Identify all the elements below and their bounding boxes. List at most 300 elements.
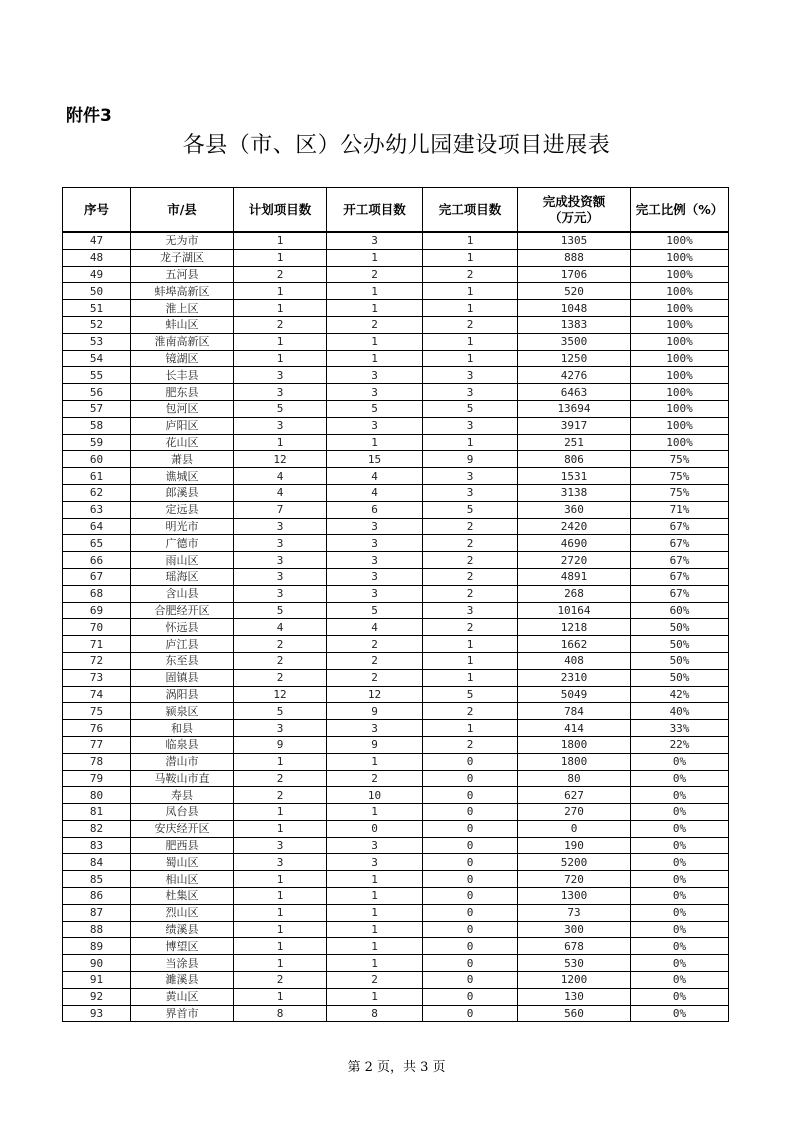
row-started: 2 — [327, 636, 423, 653]
row-planned: 1 — [234, 955, 327, 972]
row-ratio: 100% — [631, 350, 729, 367]
row-completed: 2 — [423, 518, 518, 535]
row-ratio: 0% — [631, 854, 729, 871]
row-index: 90 — [63, 955, 131, 972]
table-row — [63, 972, 729, 989]
row-ratio: 100% — [631, 249, 729, 266]
row-county: 涡阳县 — [131, 686, 234, 703]
row-completed: 0 — [423, 988, 518, 1005]
row-county: 雨山区 — [131, 552, 234, 569]
row-ratio: 0% — [631, 988, 729, 1005]
table-row — [63, 451, 729, 468]
row-started: 1 — [327, 300, 423, 317]
row-index: 62 — [63, 484, 131, 501]
row-started: 2 — [327, 972, 423, 989]
row-started: 3 — [327, 417, 423, 434]
table-row — [63, 669, 729, 686]
row-index: 58 — [63, 417, 131, 434]
row-completed: 0 — [423, 904, 518, 921]
row-index: 85 — [63, 871, 131, 888]
row-investment: 2310 — [518, 669, 631, 686]
row-started: 3 — [327, 854, 423, 871]
row-investment: 3917 — [518, 417, 631, 434]
row-started: 3 — [327, 367, 423, 384]
row-investment: 6463 — [518, 384, 631, 401]
table-row — [63, 619, 729, 636]
row-ratio: 0% — [631, 1005, 729, 1022]
row-ratio: 0% — [631, 804, 729, 821]
row-index: 86 — [63, 888, 131, 905]
table-row — [63, 300, 729, 317]
row-index: 78 — [63, 753, 131, 770]
row-investment: 5200 — [518, 854, 631, 871]
row-started: 5 — [327, 400, 423, 417]
row-investment: 4690 — [518, 535, 631, 552]
row-index: 88 — [63, 921, 131, 938]
row-ratio: 67% — [631, 518, 729, 535]
row-ratio: 100% — [631, 300, 729, 317]
table-row — [63, 938, 729, 955]
row-ratio: 100% — [631, 333, 729, 350]
table-row — [63, 652, 729, 669]
row-index: 70 — [63, 619, 131, 636]
row-completed: 1 — [423, 434, 518, 451]
row-completed: 0 — [423, 854, 518, 871]
table-row — [63, 787, 729, 804]
row-investment: 1305 — [518, 232, 631, 249]
row-county: 绩溪县 — [131, 921, 234, 938]
row-planned: 12 — [234, 451, 327, 468]
header-county: 市/县 — [131, 188, 234, 233]
row-started: 10 — [327, 787, 423, 804]
row-investment: 1048 — [518, 300, 631, 317]
row-index: 74 — [63, 686, 131, 703]
row-investment: 1218 — [518, 619, 631, 636]
row-completed: 2 — [423, 619, 518, 636]
header-investment-label: 完成投资额 — [542, 193, 606, 209]
row-ratio: 0% — [631, 820, 729, 837]
row-planned: 1 — [234, 283, 327, 300]
row-county: 长丰县 — [131, 367, 234, 384]
row-ratio: 100% — [631, 232, 729, 249]
row-county: 濉溪县 — [131, 972, 234, 989]
row-investment: 520 — [518, 283, 631, 300]
table-row — [63, 501, 729, 518]
row-started: 15 — [327, 451, 423, 468]
table-row — [63, 518, 729, 535]
row-county: 颍泉区 — [131, 703, 234, 720]
row-completed: 0 — [423, 753, 518, 770]
row-ratio: 100% — [631, 316, 729, 333]
row-ratio: 75% — [631, 451, 729, 468]
table-row — [63, 904, 729, 921]
row-county: 郎溪县 — [131, 484, 234, 501]
row-completed: 1 — [423, 283, 518, 300]
row-county: 庐阳区 — [131, 417, 234, 434]
row-ratio: 50% — [631, 652, 729, 669]
row-county: 凤台县 — [131, 804, 234, 821]
row-county: 临泉县 — [131, 736, 234, 753]
row-completed: 1 — [423, 636, 518, 653]
row-completed: 0 — [423, 770, 518, 787]
row-planned: 12 — [234, 686, 327, 703]
row-completed: 2 — [423, 316, 518, 333]
row-planned: 1 — [234, 350, 327, 367]
row-planned: 3 — [234, 535, 327, 552]
row-ratio: 100% — [631, 266, 729, 283]
table-row — [63, 602, 729, 619]
row-started: 3 — [327, 720, 423, 737]
row-ratio: 0% — [631, 888, 729, 905]
row-started: 9 — [327, 703, 423, 720]
row-county: 东至县 — [131, 652, 234, 669]
row-investment: 4276 — [518, 367, 631, 384]
header-investment — [518, 188, 631, 233]
row-index: 54 — [63, 350, 131, 367]
row-started: 1 — [327, 804, 423, 821]
row-index: 83 — [63, 837, 131, 854]
row-county: 固镇县 — [131, 669, 234, 686]
row-index: 53 — [63, 333, 131, 350]
row-completed: 1 — [423, 350, 518, 367]
row-ratio: 0% — [631, 871, 729, 888]
row-index: 84 — [63, 854, 131, 871]
row-planned: 1 — [234, 333, 327, 350]
row-investment: 1531 — [518, 468, 631, 485]
row-started: 1 — [327, 871, 423, 888]
row-county: 安庆经开区 — [131, 820, 234, 837]
row-planned: 2 — [234, 787, 327, 804]
row-planned: 7 — [234, 501, 327, 518]
row-started: 1 — [327, 938, 423, 955]
row-completed: 1 — [423, 300, 518, 317]
row-planned: 3 — [234, 854, 327, 871]
row-started: 1 — [327, 888, 423, 905]
row-county: 潜山市 — [131, 753, 234, 770]
row-index: 66 — [63, 552, 131, 569]
row-ratio: 100% — [631, 384, 729, 401]
row-planned: 3 — [234, 585, 327, 602]
row-completed: 1 — [423, 249, 518, 266]
table-row — [63, 804, 729, 821]
row-index: 69 — [63, 602, 131, 619]
table-row — [63, 703, 729, 720]
table-row — [63, 753, 729, 770]
row-index: 65 — [63, 535, 131, 552]
row-investment: 720 — [518, 871, 631, 888]
row-county: 烈山区 — [131, 904, 234, 921]
row-index: 76 — [63, 720, 131, 737]
row-planned: 5 — [234, 602, 327, 619]
row-completed: 0 — [423, 938, 518, 955]
row-ratio: 67% — [631, 568, 729, 585]
page-footer: 第 2 页，共 3 页 — [347, 1060, 446, 1075]
row-started: 0 — [327, 820, 423, 837]
row-ratio: 0% — [631, 904, 729, 921]
row-ratio: 0% — [631, 938, 729, 955]
row-started: 2 — [327, 770, 423, 787]
row-started: 3 — [327, 232, 423, 249]
row-ratio: 0% — [631, 753, 729, 770]
row-started: 3 — [327, 837, 423, 854]
table-row — [63, 283, 729, 300]
row-ratio: 50% — [631, 669, 729, 686]
row-planned: 3 — [234, 720, 327, 737]
row-investment: 1200 — [518, 972, 631, 989]
header-index: 序号 — [63, 188, 131, 233]
row-county: 含山县 — [131, 585, 234, 602]
row-started: 3 — [327, 568, 423, 585]
row-investment: 1300 — [518, 888, 631, 905]
row-county: 谯城区 — [131, 468, 234, 485]
row-index: 49 — [63, 266, 131, 283]
row-index: 47 — [63, 232, 131, 249]
row-planned: 1 — [234, 988, 327, 1005]
row-planned: 3 — [234, 384, 327, 401]
row-started: 6 — [327, 501, 423, 518]
row-county: 广德市 — [131, 535, 234, 552]
row-index: 93 — [63, 1005, 131, 1022]
row-investment: 784 — [518, 703, 631, 720]
row-investment: 2720 — [518, 552, 631, 569]
header-planned: 计划项目数 — [234, 188, 327, 233]
table-row — [63, 249, 729, 266]
row-investment: 13694 — [518, 400, 631, 417]
row-planned: 1 — [234, 434, 327, 451]
row-county: 当涂县 — [131, 955, 234, 972]
row-county: 寿县 — [131, 787, 234, 804]
row-county: 博望区 — [131, 938, 234, 955]
table-row — [63, 871, 729, 888]
row-ratio: 40% — [631, 703, 729, 720]
row-county: 和县 — [131, 720, 234, 737]
row-index: 61 — [63, 468, 131, 485]
row-ratio: 33% — [631, 720, 729, 737]
row-started: 3 — [327, 535, 423, 552]
row-index: 72 — [63, 652, 131, 669]
table-row — [63, 820, 729, 837]
row-index: 68 — [63, 585, 131, 602]
table-row — [63, 1005, 729, 1022]
table-row — [63, 568, 729, 585]
row-started: 2 — [327, 652, 423, 669]
row-started: 5 — [327, 602, 423, 619]
attachment-label: 附件3 — [66, 106, 112, 126]
row-ratio: 0% — [631, 770, 729, 787]
row-completed: 3 — [423, 484, 518, 501]
row-index: 55 — [63, 367, 131, 384]
row-planned: 1 — [234, 888, 327, 905]
row-county: 淮上区 — [131, 300, 234, 317]
row-ratio: 0% — [631, 972, 729, 989]
row-started: 2 — [327, 316, 423, 333]
header-started: 开工项目数 — [327, 188, 423, 233]
progress-table — [62, 187, 729, 1022]
row-index: 56 — [63, 384, 131, 401]
row-completed: 1 — [423, 333, 518, 350]
row-planned: 1 — [234, 249, 327, 266]
row-planned: 2 — [234, 972, 327, 989]
row-completed: 2 — [423, 585, 518, 602]
row-investment: 678 — [518, 938, 631, 955]
row-investment: 1250 — [518, 350, 631, 367]
row-index: 79 — [63, 770, 131, 787]
row-investment: 0 — [518, 820, 631, 837]
row-index: 71 — [63, 636, 131, 653]
row-planned: 1 — [234, 921, 327, 938]
row-investment: 530 — [518, 955, 631, 972]
row-ratio: 42% — [631, 686, 729, 703]
row-county: 花山区 — [131, 434, 234, 451]
row-investment: 3138 — [518, 484, 631, 501]
table-row — [63, 484, 729, 501]
row-county: 包河区 — [131, 400, 234, 417]
row-index: 80 — [63, 787, 131, 804]
row-started: 1 — [327, 753, 423, 770]
row-started: 1 — [327, 350, 423, 367]
row-index: 89 — [63, 938, 131, 955]
row-started: 3 — [327, 384, 423, 401]
header-completion-ratio: 完工比例（%） — [631, 188, 729, 233]
row-planned: 5 — [234, 400, 327, 417]
row-county: 瑶海区 — [131, 568, 234, 585]
row-completed: 2 — [423, 552, 518, 569]
row-planned: 9 — [234, 736, 327, 753]
row-ratio: 75% — [631, 484, 729, 501]
header-completed: 完工项目数 — [423, 188, 518, 233]
row-investment: 80 — [518, 770, 631, 787]
table-row — [63, 535, 729, 552]
table-row — [63, 266, 729, 283]
table-row — [63, 316, 729, 333]
row-ratio: 100% — [631, 367, 729, 384]
row-planned: 2 — [234, 669, 327, 686]
row-started: 9 — [327, 736, 423, 753]
table-row — [63, 333, 729, 350]
row-planned: 3 — [234, 367, 327, 384]
row-completed: 3 — [423, 417, 518, 434]
row-investment: 1383 — [518, 316, 631, 333]
row-started: 1 — [327, 904, 423, 921]
row-index: 81 — [63, 804, 131, 821]
row-index: 63 — [63, 501, 131, 518]
row-planned: 1 — [234, 871, 327, 888]
row-completed: 0 — [423, 871, 518, 888]
row-planned: 1 — [234, 820, 327, 837]
row-county: 五河县 — [131, 266, 234, 283]
table-row — [63, 636, 729, 653]
row-investment: 130 — [518, 988, 631, 1005]
row-ratio: 0% — [631, 837, 729, 854]
row-completed: 0 — [423, 837, 518, 854]
row-investment: 414 — [518, 720, 631, 737]
row-completed: 1 — [423, 720, 518, 737]
row-investment: 806 — [518, 451, 631, 468]
table-row — [63, 585, 729, 602]
row-ratio: 22% — [631, 736, 729, 753]
table-header-row — [63, 188, 729, 233]
row-planned: 5 — [234, 703, 327, 720]
row-completed: 0 — [423, 921, 518, 938]
table-row — [63, 921, 729, 938]
row-started: 3 — [327, 518, 423, 535]
row-ratio: 50% — [631, 636, 729, 653]
row-index: 48 — [63, 249, 131, 266]
row-county: 蚌山区 — [131, 316, 234, 333]
row-planned: 1 — [234, 753, 327, 770]
row-completed: 0 — [423, 1005, 518, 1022]
row-county: 马鞍山市直 — [131, 770, 234, 787]
row-county: 怀远县 — [131, 619, 234, 636]
row-ratio: 60% — [631, 602, 729, 619]
row-investment: 4891 — [518, 568, 631, 585]
row-planned: 4 — [234, 484, 327, 501]
table-row — [63, 468, 729, 485]
row-planned: 2 — [234, 636, 327, 653]
row-county: 合肥经开区 — [131, 602, 234, 619]
row-county: 相山区 — [131, 871, 234, 888]
row-planned: 3 — [234, 552, 327, 569]
row-started: 12 — [327, 686, 423, 703]
row-ratio: 67% — [631, 552, 729, 569]
row-planned: 1 — [234, 904, 327, 921]
row-index: 77 — [63, 736, 131, 753]
row-started: 2 — [327, 266, 423, 283]
row-index: 92 — [63, 988, 131, 1005]
row-planned: 3 — [234, 417, 327, 434]
row-started: 4 — [327, 468, 423, 485]
row-completed: 2 — [423, 535, 518, 552]
row-completed: 2 — [423, 736, 518, 753]
row-ratio: 67% — [631, 535, 729, 552]
table-row — [63, 350, 729, 367]
table-row — [63, 400, 729, 417]
table-row — [63, 384, 729, 401]
row-investment: 360 — [518, 501, 631, 518]
table-row — [63, 854, 729, 871]
table-row — [63, 736, 729, 753]
row-started: 1 — [327, 988, 423, 1005]
row-index: 50 — [63, 283, 131, 300]
row-county: 明光市 — [131, 518, 234, 535]
row-planned: 4 — [234, 468, 327, 485]
row-ratio: 71% — [631, 501, 729, 518]
row-planned: 3 — [234, 518, 327, 535]
row-county: 龙子湖区 — [131, 249, 234, 266]
row-investment: 300 — [518, 921, 631, 938]
row-started: 4 — [327, 484, 423, 501]
row-ratio: 100% — [631, 434, 729, 451]
row-completed: 3 — [423, 384, 518, 401]
table-row — [63, 552, 729, 569]
row-investment: 268 — [518, 585, 631, 602]
row-completed: 5 — [423, 400, 518, 417]
row-investment: 2420 — [518, 518, 631, 535]
row-completed: 3 — [423, 602, 518, 619]
row-completed: 0 — [423, 820, 518, 837]
row-completed: 2 — [423, 266, 518, 283]
row-index: 64 — [63, 518, 131, 535]
row-completed: 0 — [423, 888, 518, 905]
row-completed: 2 — [423, 703, 518, 720]
row-completed: 9 — [423, 451, 518, 468]
row-planned: 1 — [234, 804, 327, 821]
row-completed: 0 — [423, 804, 518, 821]
row-planned: 2 — [234, 316, 327, 333]
row-investment: 190 — [518, 837, 631, 854]
row-investment: 5049 — [518, 686, 631, 703]
row-completed: 2 — [423, 568, 518, 585]
